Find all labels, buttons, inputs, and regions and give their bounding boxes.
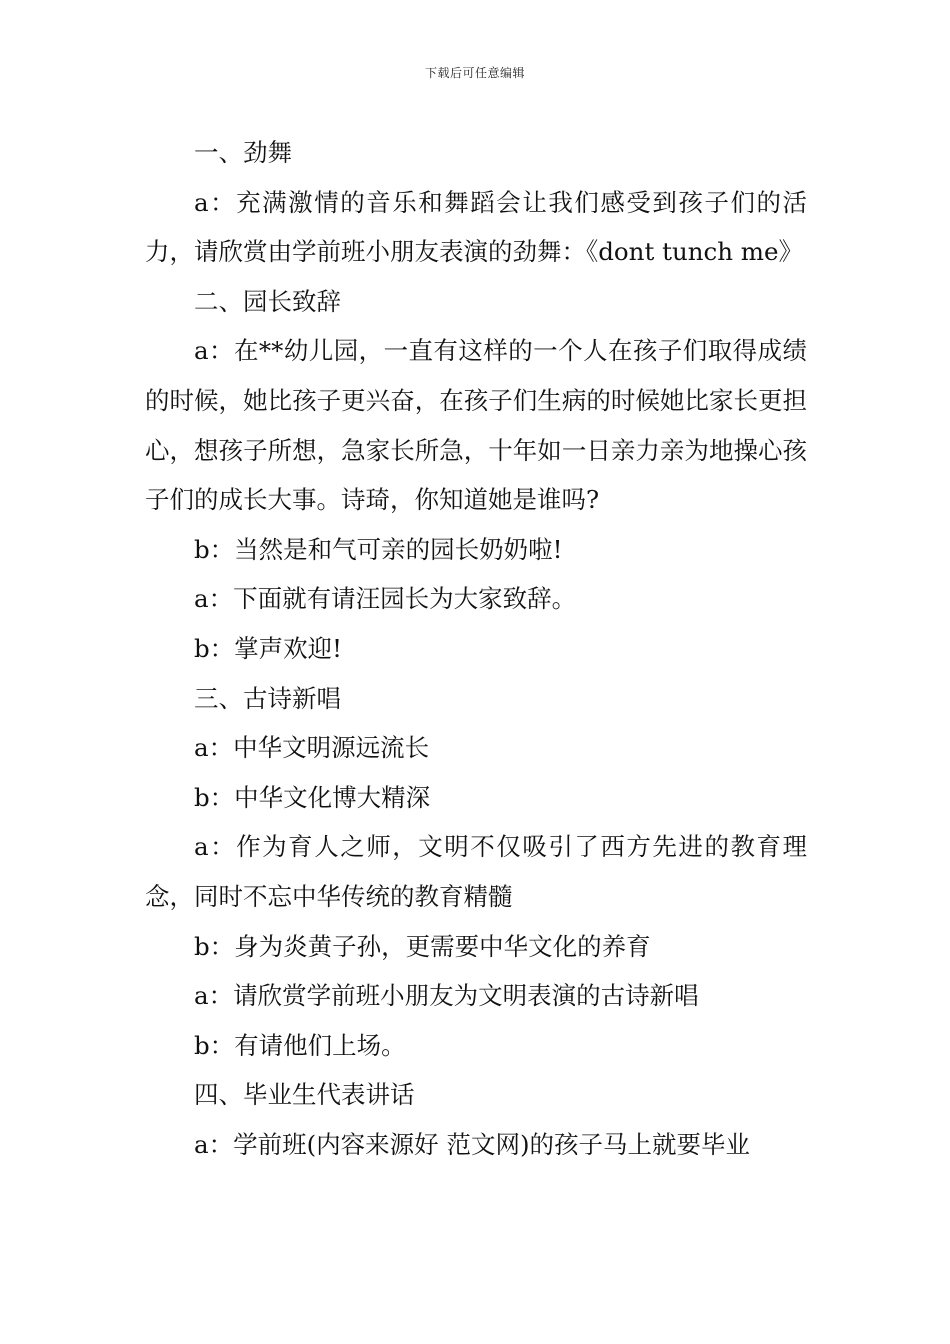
section-heading: 四、毕业生代表讲话 [194, 1080, 415, 1110]
script-line: b：当然是和气可亲的园长奶奶啦! [194, 534, 563, 564]
script-line: a：作为育人之师，文明不仅吸引了西方先进的教育理念，同时不忘中华传统的教育精髓 [145, 832, 807, 911]
script-line: a：中华文明源远流长 [194, 733, 430, 763]
script-line: b：中华文化博大精深 [194, 782, 431, 812]
section-heading: 三、古诗新唱 [194, 683, 341, 713]
script-line: a：下面就有请汪园长为大家致辞。 [194, 584, 577, 614]
script-line: a：请欣赏学前班小朋友为文明表演的古诗新唱 [194, 981, 699, 1011]
script-line: b：身为炎黄子孙，更需要中华文化的养育 [194, 931, 651, 961]
script-line: a：充满激情的音乐和舞蹈会让我们感受到孩子们的活力，请欣赏由学前班小朋友表演的劲舞：《dont tunch me》 [145, 187, 807, 267]
page-header: 下载后可任意编辑 [424, 66, 525, 80]
section-heading: 一、劲舞 [194, 138, 292, 167]
script-line: b：有请他们上场。 [194, 1030, 406, 1060]
section-heading: 二、园长致辞 [194, 286, 341, 316]
script-line: b：掌声欢迎! [194, 633, 343, 663]
document-body [145, 128, 807, 1169]
script-line: a：在**幼儿园，一直有这样的一个人在孩子们取得成绩的时候，她比孩子更兴奋，在孩子们生病的时候她比家长更担心，想孩子所想，急家长所急，十年如一日亲力亲为地操心孩子们的成长大事。诗琦，你知道她是谁吗? [145, 336, 807, 515]
script-line: a：学前班(内容来源好 范文网)的孩子马上就要毕业 [194, 1129, 751, 1159]
